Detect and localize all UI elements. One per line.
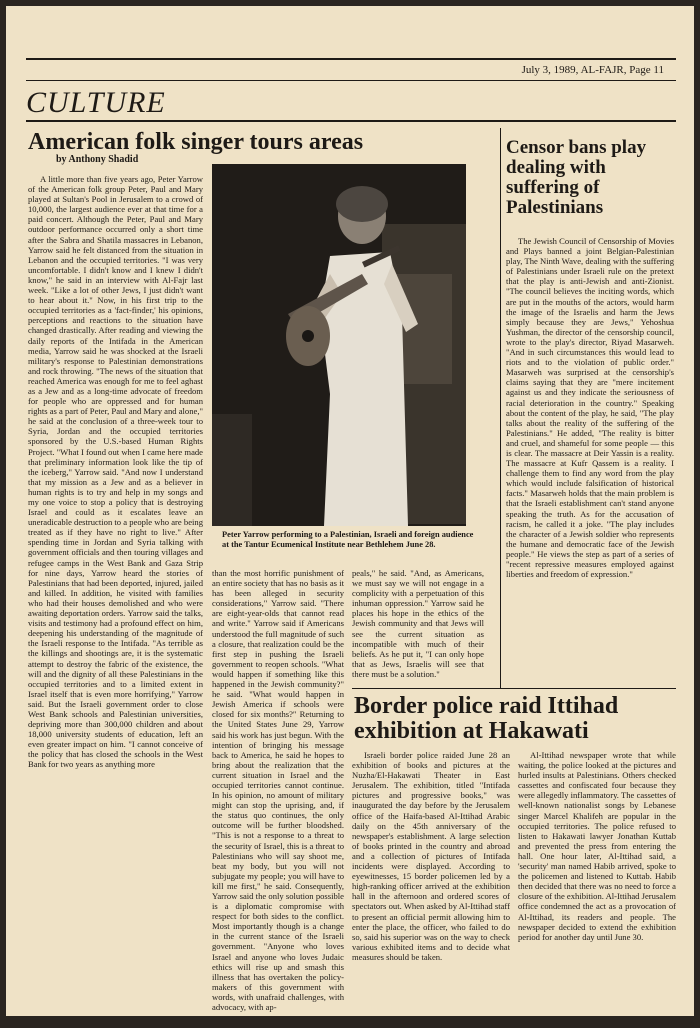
border-column-2-text: Al-Ittihad newspaper wrote that while waiting, the police looked at the pictures and hurled insults at Palestinians. Others checked cassettes and confiscated four because they were allegedly inflammatory. The cassettes of well-known nationalist songs by Lebanese singer Marcel Khalifeh are popular in the occupied territories. The police refused to listen to Hakawati lawyer Jonathan Kuttab and prevented the press from entering the hall. One hour later, Al-Ittihad said, a 'security' man named Habib arrived, spoke to the policemen and listened to Kuttab. Habib then decided that there was no need to force a closure of the exhibition. Al-Ittihad Jerusalem office condemned the act as a provocation of Al-Ittihad, its readers and people. The newspaper decided to extend the exhibition period for another day until June 30.	[518, 750, 676, 942]
border-column-1	[352, 750, 510, 1014]
column-divider	[500, 128, 501, 688]
main-column-3	[352, 568, 484, 678]
newspaper-page	[6, 6, 694, 1016]
header-rule	[26, 80, 676, 81]
border-headline: Border police raid Ittihad exhibition at Hakawati	[354, 693, 619, 745]
main-column-3-text: peals," he said. "And, as Americans, we must say we will not engage in a complicity with a perpetuation of this inhuman oppression." Yarrow said he places his hope in the ethics of the Jewish community and that Jews will see the current situation as incompatible with much of their beliefs. As he put it, "I can only hope that as Jews, Israelis will see that there must be a solution."	[352, 568, 484, 678]
border-column-1-text: Israeli border police raided June 28 an exhibition of books and pictures at the Nuzha/El-Hakawati Theater in East Jerusalem. The exhibition, titled "Intifada pictures and progressive books," was inaugurated the day before by the Jerusalem office of the Haifa-based Al-Ittihad Arabic daily on the 45th anniversary of the newspaper's establishment. A large selection of books printed in the country and abroad and a collection of pictures of Intifada incidents were displayed. According to eyewitnesses, 15 border policemen led by a high-ranking officer arrived at the exhibition hall in the afternoon and ordered scores of spectators out. When asked by Al-Ittihad staff to present an official permit allowing him to enter the place, the officer, who failed to do so, said his superior was on the way to check various exhibited items and to decide what measures should be taken.	[352, 750, 510, 962]
censor-body-column	[506, 236, 674, 686]
main-column-1	[28, 174, 203, 1012]
main-headline: American folk singer tours areas	[28, 129, 364, 155]
top-rule	[26, 58, 676, 60]
main-column-1-text: A little more than five years ago, Peter Yarrow of the American folk group Peter, Paul and Mary played at Sultan's Pool in Jerusalem to a crowd of 10,000, the largest audience ever at that time for a paid concert. Although the Peter, Paul and Mary outdoor performance occurred only a short time after the Sabra and Shatila massacres in Lebanon, Yarrow said he felt distanced from the situation in Lebanon and the occupied territories. "I was very uncomfortable. I didn't know and I knew I didn't know," he said in an interview with Al-Fajr last week. "Like a lot of other Jews, I just didn't want to hear about it." Now, in his first trip to the occupied territories as a 'fact-finder,' his opinions, perceptions and reactions to the situation have changed drastically. After reading and viewing the daily reports of the Intifada in the American media, Yarrow said he was shocked at the Israeli military's response to Palestinian demonstrations and rock throwing. "The news of the situation that reached America was enough for me to feel aghast as a Jew and as a long-time advocate of freedom for people who are oppressed and for human rights as a part of Peter, Paul and Mary and alone," he said at the conclusion of a three-week tour to Syria, Jordan and the occupied territories sponsored by the U.S.-based Human Rights Project. "What I found out when I came here made that preliminary information look like the tip of the iceberg," Yarrow said. "And now I understand that my mission as a Jew and as a believer in human rights is to try and help in my songs and my one voice to stop a policy that is destroying Israel and could as it escalates leave an uneradicable destruction to a people who are being treated as if they have no right to live." After spending time in Jordan and Syria talking with government officials and then touring villages and refugee camps in the West Bank and Gaza Strip for nine days, Yarrow heard the stories of Palestinians that had been deported, injured, jailed and killed. In addition, he visited with families who had their houses demolished and who were awaiting deportation orders. Yarrow said the talks, visits and testimony had a profound effect on him, deepening his understanding of the magnitude of the Israeli response to the Intifada. "As terrible as the killings and shootings are, it is the systematic attempt to destroy the fabric of the existence, the will and the dignity of all these Palestinians in the occupied territories and to a limited extent in Israel itself that is even more horrifying," Yarrow said. But the Israeli government order to close West Bank schools and Palestinian universities, depriving more than 300,000 children and about 18,000 university students of education, left an even greater impact on him. "I cannot conceive of the policy that has closed the schools in the West Bank for two years as anything more	[28, 174, 203, 770]
main-column-2	[212, 568, 344, 1014]
main-column-2-text: than the most horrific punishment of an entire society that has no basis as it has been alleged in security considerations," Yarrow said. "There are eight-year-olds that cannot read and write." Yarrow said if Americans understood the full magnitude of such a closure, that realization could be the first step in pushing the Israeli government to reopen schools. "What would happen if something like this happened in the Jewish community?" he said. "What would happen in Jewish America if schools were closed for six months?" Returning to the United States June 29, Yarrow said his work has just begun. With the intention of bringing his message back to America, he said he hopes to bring about the realization that the current situation in Israel and the occupied territories cannot continue. In his opinion, no amount of military might can stop the uprising, and, if the status quo continues, the only outcome will be further bloodshed. "This is not a response to a threat to the security of Israel, this is a threat to Palestinians who will say shoot me, beat my body, but you will not subjugate my people; you will have to kill me first," he said. Consequently, Yarrow said the only solution possible is a diplomatic compromise with respect for both sides to the conflict. Most importantly though is a change in the current stance of the Israeli government. "Anyone who loves Israel and anyone who loves Judaic ethics will rise up and smash this illness that has overtaken the policy-makers of this government with words, with unafraid challenges, with advocacy, with ap-	[212, 568, 344, 1013]
dateline: July 3, 1989, AL-FAJR, Page 11	[521, 64, 664, 76]
censor-body-text: The Jewish Council of Censorship of Movies and Plays banned a joint Belgian-Palestinian play, The Ninth Wave, dealing with the suffering of Palestinians under Israeli rule on the pretext that the play is anti-Jewish and anti-Zionist. "The council believes the inciting words, which are put in the mouths of the actors, would harm the image of the Israelis and harm the Jews simply because they are Jews," Yehoshua Yushman, the director of the censorship council, wrote to the play's director, Riyad Masarweh. "And in such circumstances this would lead to riots and to the violation of public order." Masarweh was surprised at the censorship's claims saying that they are "mere incitement against us and they indicate the seriousness of racial deterioration in the country." Speaking about the content of the play, he said, "The play talks about the reality of the suffering of the Palestinians." He added, "The reality is bitter and cruel, and shameful for some people — this is clear. The massacre at Deir Yassin is a reality. The massacre at Kufr Qassem is a reality. I challenge them to find any word from the play which would include falsification of historical facts." Masarweh holds that the main problem is that the Israeli establishment can't stand anyone speaking the truth. As for the accusation of racism, he called it a joke. "The play includes the character of a Jewish soldier who represents the humane and democratic face of the Jewish people." He views the step as part of a series of "recent repressive measures employed against liberties and freedom of expression."	[506, 236, 674, 580]
censor-headline: Censor bans play dealing with suffering of Palestinians	[506, 137, 647, 218]
section-title: CULTURE	[26, 86, 166, 119]
byline: by Anthony Shadid	[56, 154, 139, 165]
concert-photo	[212, 164, 466, 526]
guitarist-illustration	[212, 164, 466, 526]
section-rule	[26, 120, 676, 122]
photo-caption: Peter Yarrow performing to a Palestinian, Israeli and foreign audience at the Tantur Ecumenical Institute near Bethlehem June 28.	[222, 530, 474, 549]
border-article-rule	[352, 688, 676, 689]
border-column-2	[518, 750, 676, 1014]
